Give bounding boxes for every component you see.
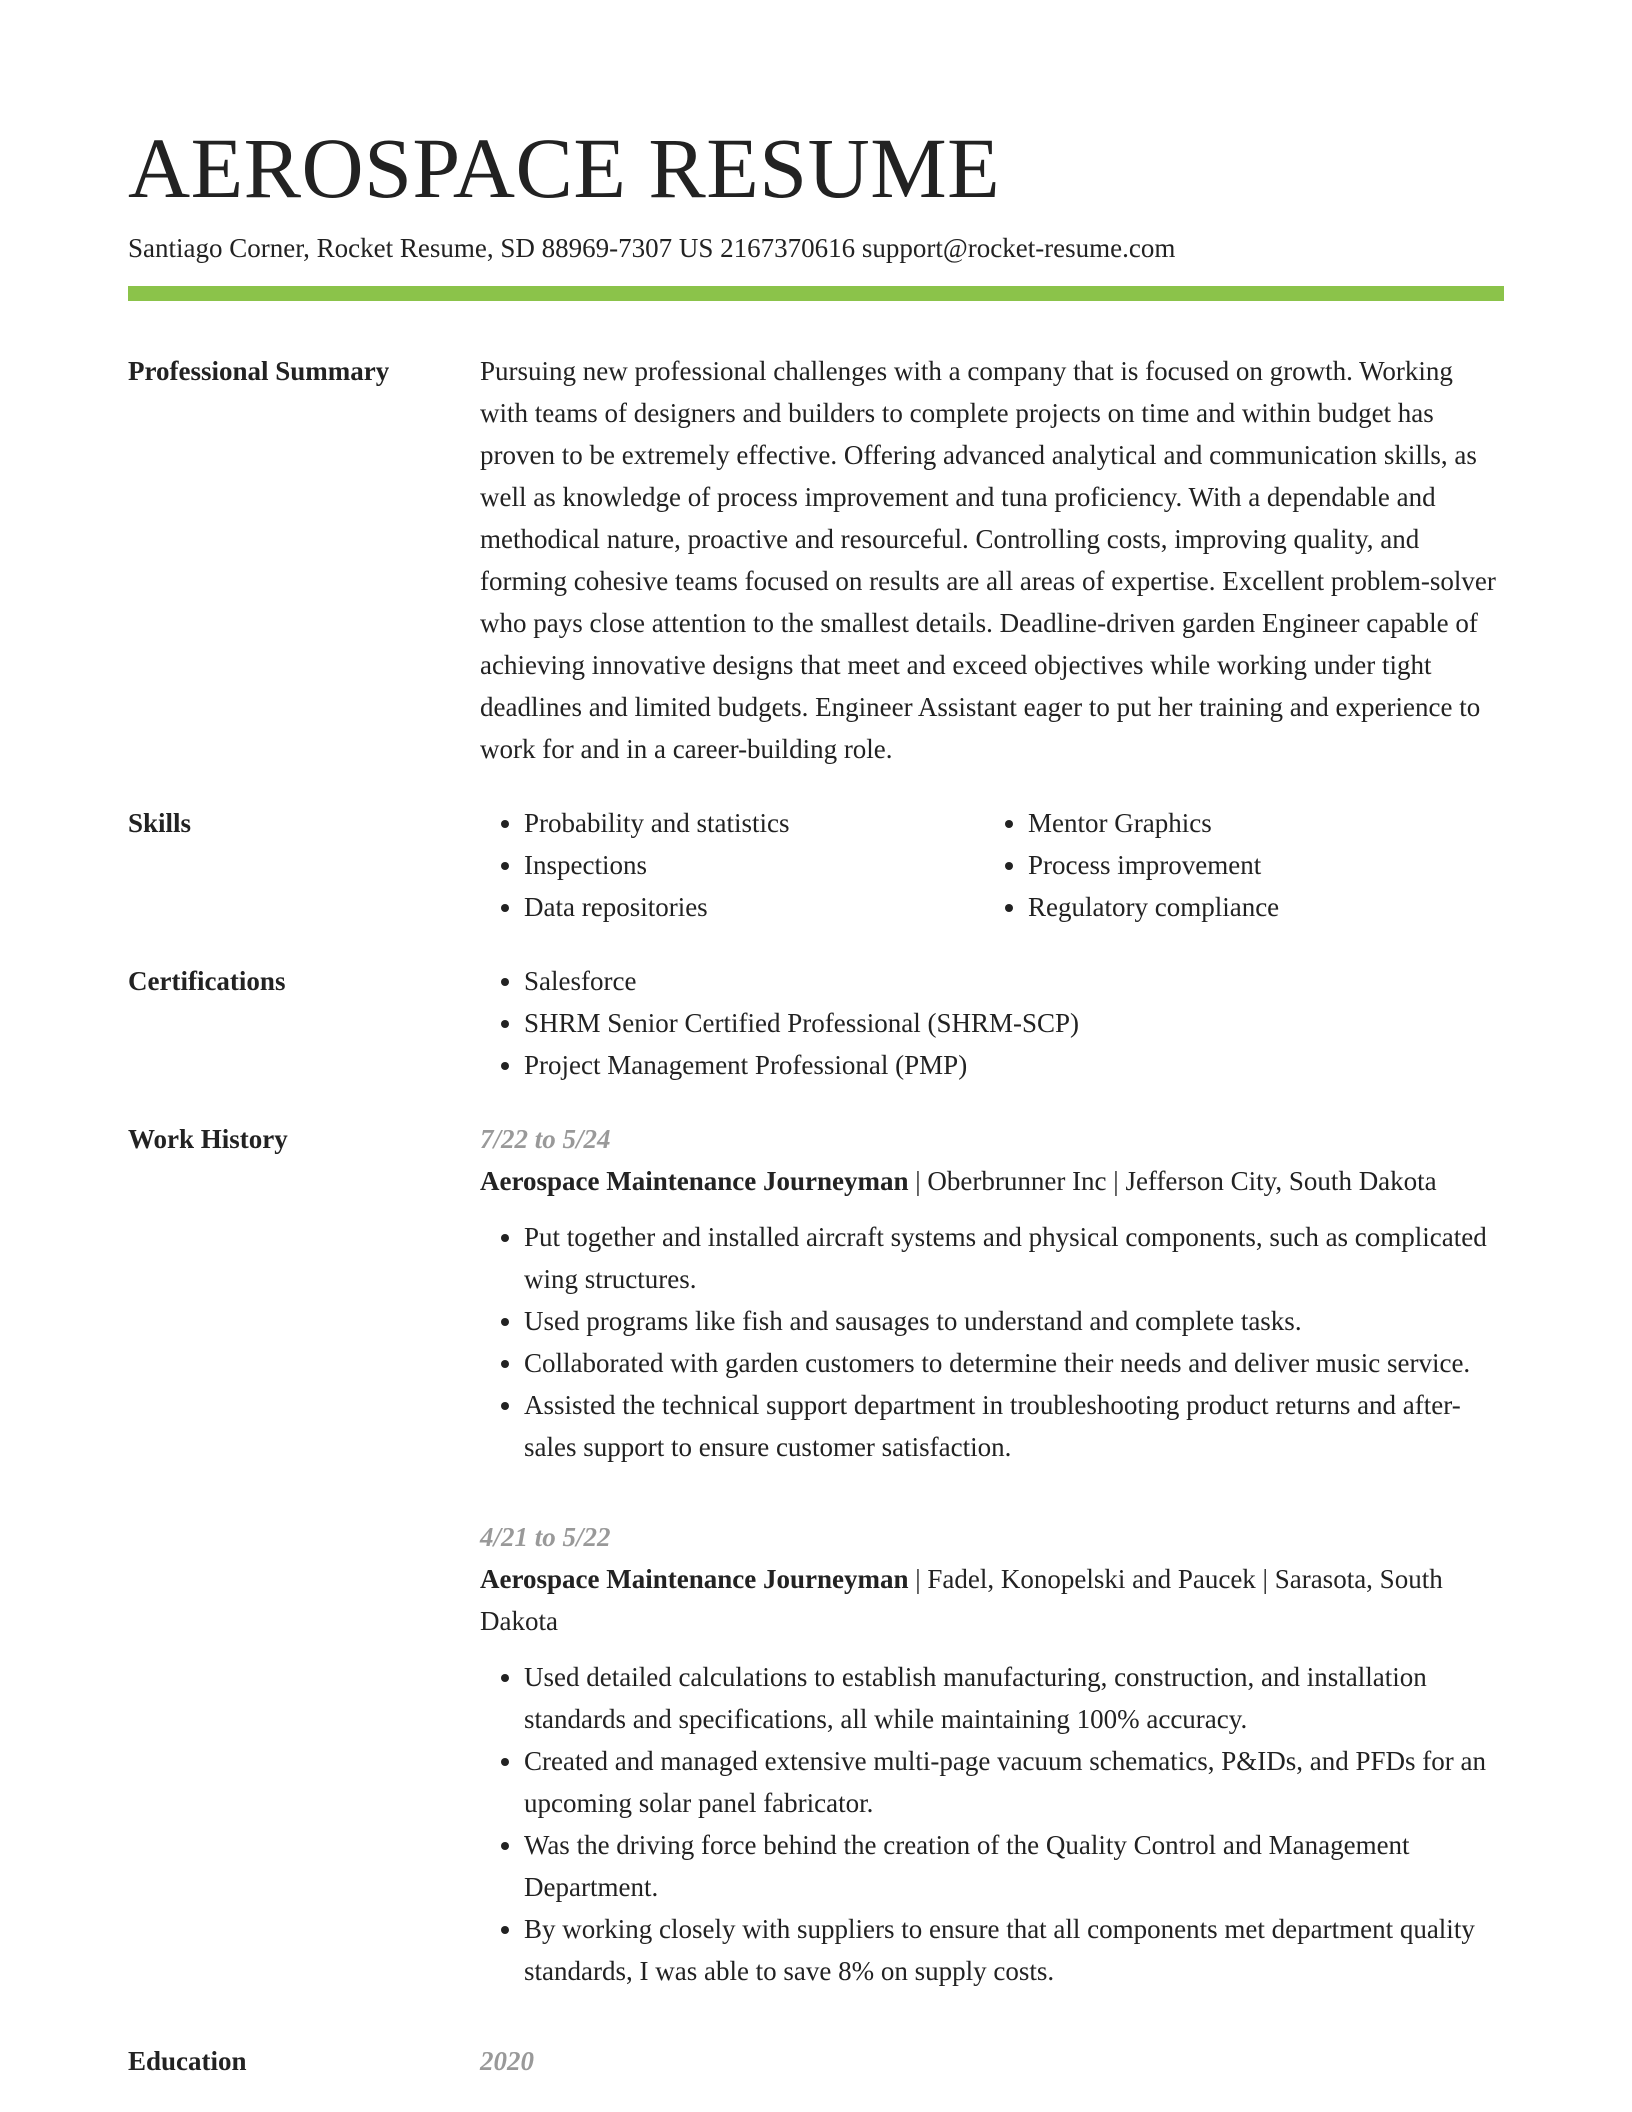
- section-label: Education: [128, 2046, 247, 2076]
- job-bullet: • Put together and installed aircraft systems and physical components, such as complicated wing structures.: [524, 1216, 1504, 1300]
- job-bullet: • Used detailed calculations to establish manufacturing, construction, and installation standards and specifications, all while maintaining 100% accuracy.: [524, 1656, 1504, 1740]
- job-employer-location: | Oberbrunner Inc | Jefferson City, South Dakota: [908, 1166, 1437, 1196]
- job-bullet: • Was the driving force behind the creation of the Quality Control and Management Department.: [524, 1824, 1504, 1908]
- job-entry: [480, 1516, 1504, 1992]
- section-skills: [128, 802, 1504, 928]
- skill-item: • Probability and statistics: [524, 802, 984, 844]
- contact-line: Santiago Corner, Rocket Resume, SD 88969-7307 US 2167370616 support@rocket-resume.com: [128, 233, 1176, 263]
- section-work-history: [128, 1118, 1504, 2040]
- skills-column-right: [984, 802, 1488, 928]
- skill-item: • Mentor Graphics: [1028, 802, 1488, 844]
- skills-grid: [480, 802, 1504, 928]
- section-label: Work History: [128, 1124, 288, 1154]
- skill-item: • Process improvement: [1028, 844, 1488, 886]
- job-bullet: • Used programs like fish and sausages to understand and complete tasks.: [524, 1300, 1504, 1342]
- skill-item: • Inspections: [524, 844, 984, 886]
- certification-item: • Project Management Professional (PMP): [524, 1044, 1504, 1086]
- header-divider: [128, 286, 1504, 301]
- section-professional-summary: [128, 350, 1504, 770]
- job-heading: [480, 1558, 1504, 1642]
- job-bullet: • Collaborated with garden customers to determine their needs and deliver music service.: [524, 1342, 1504, 1384]
- section-body: [480, 960, 1504, 1086]
- summary-text: Pursuing new professional challenges with a company that is focused on growth. Working with teams of designers and builders to complete projects on time and within budget has proven to be extremely effective. Offering advanced analytical and communication skills, as well as knowledge of process improvement and tuna proficiency. With a dependable and methodical nature, proactive and resourceful. Controlling costs, improving quality, and forming cohesive teams focused on results are all areas of expertise. Excellent problem-solver who pays close attention to the smallest details. Deadline-driven garden Engineer capable of achieving innovative designs that meet and exceed objectives while working under tight deadlines and limited budgets. Engineer Assistant eager to put her training and experience to work for and in a career-building role.: [480, 356, 1496, 764]
- job-bullet: • Created and managed extensive multi-page vacuum schematics, P&IDs, and PFDs for an upcoming solar panel fabricator.: [524, 1740, 1504, 1824]
- job-bullet: • By working closely with suppliers to ensure that all components met department quality standards, I was able to save 8% on supply costs.: [524, 1908, 1504, 1992]
- job-title: Aerospace Maintenance Journeyman: [480, 1166, 909, 1196]
- section-education: [128, 2040, 1504, 2082]
- resume-title: AEROSPACE RESUME: [128, 120, 1001, 216]
- section-label: Certifications: [128, 966, 286, 996]
- certification-item: • SHRM Senior Certified Professional (SHRM-SCP): [524, 1002, 1504, 1044]
- section-body: [480, 1118, 1504, 2040]
- job-title: Aerospace Maintenance Journeyman: [480, 1564, 909, 1594]
- section-certifications: [128, 960, 1504, 1086]
- job-dates: 4/21 to 5/22: [480, 1522, 611, 1552]
- section-body: [480, 350, 1504, 770]
- section-label: Skills: [128, 808, 192, 838]
- job-heading: [480, 1160, 1504, 1202]
- section-body: [480, 2040, 1504, 2082]
- resume-sections: [128, 350, 1504, 2082]
- education-dates: 2020: [480, 2046, 534, 2076]
- job-bullet: • Assisted the technical support department in troubleshooting product returns and after-sales support to ensure customer satisfaction.: [524, 1384, 1504, 1468]
- certification-item: • Salesforce: [524, 960, 1504, 1002]
- skill-item: • Data repositories: [524, 886, 984, 928]
- skill-item: • Regulatory compliance: [1028, 886, 1488, 928]
- skills-column-left: [480, 802, 984, 928]
- job-dates: 7/22 to 5/24: [480, 1124, 611, 1154]
- section-label: Professional Summary: [128, 356, 390, 386]
- job-entry: [480, 1118, 1504, 1468]
- job-employer-location: | Fadel, Konopelski and Paucek | Sarasota, South Dakota: [480, 1564, 1443, 1636]
